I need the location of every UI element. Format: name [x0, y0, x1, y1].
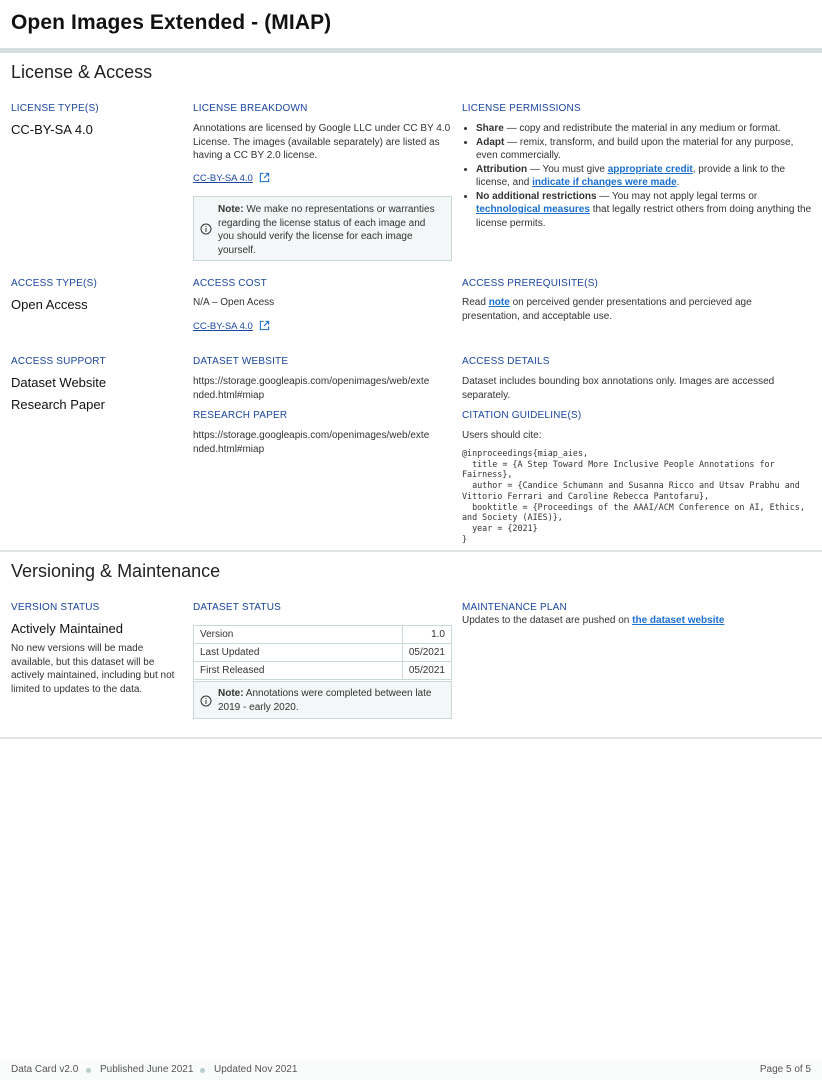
- indicate-changes-link[interactable]: indicate if changes were made: [532, 177, 677, 188]
- citation-bibtex: @inproceedings{miap_aies, title = {A Step Toward More Inclusive People Annotations for Fairness}, author = {Candice Schumann and Susanna Ricco and Utsav Prabhu and Vittorio Ferrari and Caroline Rebecca Pantofaru}, booktitle = {Proceedings of the AAAI/ACM Conference on AI, Ethics, and Society (AIES)}, year = {2021} }: [462, 448, 805, 544]
- license-note-text: Note: We make no representations or warranties regarding the license status of each image and you should verify the license for each image yourself.: [218, 204, 435, 256]
- technological-measures-link[interactable]: technological measures: [476, 204, 590, 215]
- research-paper-url[interactable]: https://storage.googleapis.com/openimages/web/extended.html#miap: [193, 430, 430, 455]
- license-breakdown-text: Annotations are licensed by Google LLC under CC BY 4.0 License. The images (available separately) are listed as having a CC BY 2.0 license.: [193, 123, 451, 161]
- version-status-text: No new versions will be made available, but this dataset will be actively maintained, including but not limited to updates to the data.: [11, 643, 175, 695]
- footer-version: Data Card v2.0: [11, 1064, 79, 1075]
- access-cost-link-text[interactable]: CC-BY-SA 4.0: [193, 321, 253, 332]
- status-value: 05/2021: [402, 644, 451, 662]
- permission-adapt: • Adapt — remix, transform, and build upon the material for any purpose, even commercially.: [476, 136, 816, 163]
- maintenance-plan-text: Updates to the dataset are pushed on the dataset website: [462, 615, 725, 626]
- license-breakdown-link[interactable]: [193, 172, 270, 184]
- table-row: [194, 644, 452, 662]
- status-key: First Released: [194, 662, 403, 680]
- note-link[interactable]: note: [488, 297, 510, 308]
- page-footer: [0, 1060, 822, 1080]
- access-cost-link[interactable]: [193, 320, 270, 332]
- footer-separator: [86, 1068, 91, 1073]
- dataset-website-link[interactable]: the dataset website: [632, 615, 725, 626]
- title-divider: [0, 48, 822, 53]
- status-key: Version: [194, 626, 403, 644]
- section-divider: [0, 737, 822, 739]
- footer-page-number: Page 5 of 5: [759, 1064, 811, 1075]
- license-note-box: [193, 196, 452, 261]
- section-divider: [0, 550, 822, 552]
- external-link-icon[interactable]: [259, 320, 270, 331]
- license-type-value: CC-BY-SA 4.0: [11, 122, 93, 137]
- permission-attribution: • Attribution — You must give appropriate credit, provide a link to the license, and indicate if changes were made.: [476, 163, 816, 190]
- table-row: [194, 662, 452, 680]
- access-prerequisite-label: ACCESS PREREQUISITE(S): [462, 278, 599, 289]
- dataset-status-note-box: [193, 681, 452, 719]
- access-details-text: Dataset includes bounding box annotations only. Images are accessed separately.: [462, 376, 775, 401]
- footer-separator: [200, 1068, 205, 1073]
- access-details-label: ACCESS DETAILS: [462, 356, 550, 367]
- access-cost-label: ACCESS COST: [193, 278, 267, 289]
- access-support-dataset-website: Dataset Website: [11, 375, 107, 390]
- license-permissions-list: [462, 122, 816, 230]
- access-support-label: ACCESS SUPPORT: [11, 356, 106, 367]
- access-prerequisite-text: Read note on perceived gender presentations and percieved age presentation, and acceptable use.: [462, 297, 752, 322]
- version-status-label: VERSION STATUS: [11, 602, 100, 613]
- maintenance-plan-label: MAINTENANCE PLAN: [462, 602, 567, 613]
- dataset-website-label: DATASET WEBSITE: [193, 356, 289, 367]
- status-value: 1.0: [402, 626, 451, 644]
- permission-share: • Share — copy and redistribute the material in any medium or format.: [476, 122, 816, 136]
- footer-published: Published June 2021: [100, 1064, 194, 1075]
- citation-label: CITATION GUIDELINE(S): [462, 410, 582, 421]
- dataset-status-note-text: Note: Annotations were completed between late 2019 - early 2020.: [218, 688, 432, 713]
- access-type-label: ACCESS TYPE(S): [11, 278, 97, 289]
- version-status-value: Actively Maintained: [11, 621, 123, 636]
- section-title-license: License & Access: [11, 62, 153, 82]
- info-icon: [200, 223, 212, 235]
- table-row: [194, 626, 452, 644]
- research-paper-label: RESEARCH PAPER: [193, 410, 288, 421]
- appropriate-credit-link[interactable]: appropriate credit: [607, 163, 693, 175]
- section-title-versioning: Versioning & Maintenance: [11, 561, 221, 581]
- status-value: 05/2021: [402, 662, 451, 680]
- document-title: Open Images Extended - (MIAP): [11, 11, 332, 34]
- dataset-website-url[interactable]: https://storage.googleapis.com/openimages/web/extended.html#miap: [193, 376, 430, 401]
- footer-updated: Updated Nov 2021: [214, 1064, 298, 1075]
- dataset-status-label: DATASET STATUS: [193, 602, 281, 613]
- license-breakdown-label: LICENSE BREAKDOWN: [193, 103, 308, 114]
- license-type-label: LICENSE TYPE(S): [11, 103, 99, 114]
- dataset-status-table: [193, 625, 452, 680]
- access-cost-text: N/A – Open Acess: [193, 297, 275, 308]
- license-permissions-label: LICENSE PERMISSIONS: [462, 103, 581, 114]
- access-support-research-paper: Research Paper: [11, 397, 105, 412]
- info-icon: [200, 695, 212, 707]
- status-key: Last Updated: [194, 644, 403, 662]
- external-link-icon[interactable]: [259, 172, 270, 183]
- citation-intro: Users should cite:: [462, 430, 542, 441]
- license-breakdown-link-text[interactable]: CC-BY-SA 4.0: [193, 173, 253, 184]
- permission-no-additional-restrictions: • No additional restrictions — You may not apply legal terms or technological measures that legally restrict others from doing anything the license permits.: [476, 190, 816, 231]
- access-type-value: Open Access: [11, 297, 88, 312]
